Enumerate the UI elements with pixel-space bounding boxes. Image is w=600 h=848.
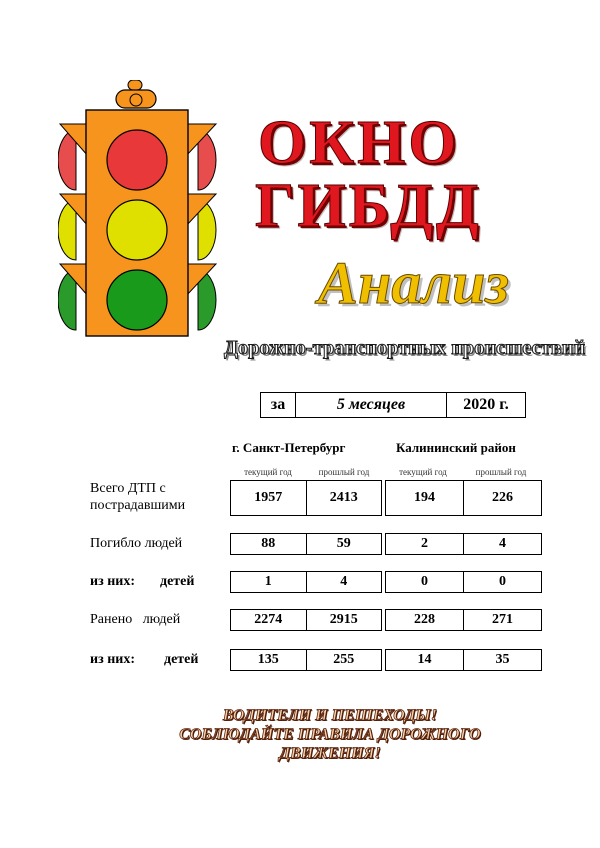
column-header-kal: Калининский район (396, 440, 516, 455)
value-cell: 255 (306, 650, 382, 670)
row-total-spb (230, 480, 382, 516)
row-label-injured: Ранено людей (90, 612, 181, 627)
row-injured-kal (385, 609, 542, 631)
slogan-line-3: ДВИЖЕНИЯ! (279, 745, 381, 762)
value-cell: 194 (414, 490, 435, 505)
row-label-killed-children: детей (160, 574, 195, 589)
slogan-line-1: ВОДИТЕЛИ И ПЕШЕХОДЫ! (222, 707, 438, 724)
value-cell: 14 (417, 652, 432, 667)
value-cell: 135 (257, 652, 279, 667)
slogan-line-2: СОБЛЮДАЙТЕ ПРАВИЛА ДОРОЖНОГО (179, 726, 481, 743)
title-analiz: Анализ (318, 250, 509, 316)
title-gibdd: ГИБДД (255, 172, 482, 240)
value-cell: 88 (261, 536, 276, 551)
row-killed-children-kal (385, 571, 542, 593)
value-cell: 0 (421, 574, 428, 589)
value-cell: 2274 (254, 612, 283, 627)
row-label-injured-children-prefix: из них: (90, 652, 135, 667)
row-injured-spb (230, 609, 382, 631)
value-cell: 2413 (306, 481, 382, 515)
value-cell: 226 (463, 481, 541, 515)
value-cell: 4 (306, 572, 382, 592)
period-months: 5 месяцев (296, 393, 447, 417)
subheader-previous-kal: прошлый год (475, 467, 527, 477)
row-injured-children-kal (385, 649, 542, 671)
row-label-killed-children-prefix: из них: (90, 574, 135, 589)
row-label-total: Всего ДТП с пострадавшими (90, 481, 186, 513)
value-cell: 1957 (254, 490, 283, 505)
row-killed-children-spb (230, 571, 382, 593)
value-cell: 59 (306, 534, 382, 554)
period-prefix: за (261, 393, 296, 417)
subheader-previous-spb: прошлый год (318, 467, 370, 477)
value-cell: 4 (463, 534, 541, 554)
value-cell: 0 (463, 572, 541, 592)
period-box (260, 392, 526, 418)
value-cell: 35 (463, 650, 541, 670)
row-killed-kal (385, 533, 542, 555)
column-header-spb: г. Санкт-Петербург (232, 440, 346, 455)
row-killed-spb (230, 533, 382, 555)
title-okno: ОКНО (258, 109, 460, 177)
value-cell: 271 (463, 610, 541, 630)
value-cell: 1 (264, 574, 272, 589)
traffic-light-icon (58, 80, 218, 340)
row-label-injured-children: детей (164, 652, 199, 667)
value-cell: 2 (421, 536, 428, 551)
row-injured-children-spb (230, 649, 382, 671)
slogan (80, 706, 580, 763)
row-label-killed: Погибло людей (90, 536, 183, 551)
subheader-current-kal: текущий год (399, 467, 447, 477)
period-year: 2020 г. (463, 396, 509, 413)
row-total-kal (385, 480, 542, 516)
subheader-current-spb: текущий год (244, 467, 292, 477)
subtitle: Дорожно-транспортных происшествий (224, 337, 586, 359)
value-cell: 228 (414, 612, 435, 627)
value-cell: 2915 (306, 610, 382, 630)
